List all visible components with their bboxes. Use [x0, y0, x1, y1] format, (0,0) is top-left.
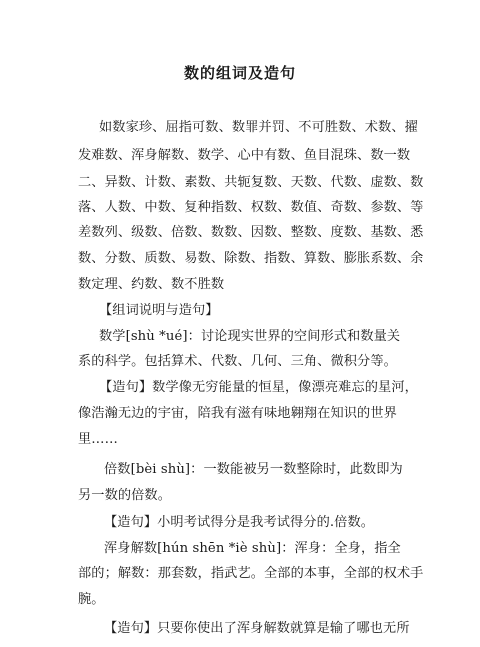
paragraph-line: 系的科学。包括算术、代数、几何、三角、微积分等。	[78, 354, 397, 369]
paragraph-line: 差数列、级数、倍数、数数、因数、整数、度数、基数、悉	[78, 225, 424, 240]
paragraph-line: 【造句】小明考试得分是我考试得分的.倍数。	[104, 515, 375, 530]
paragraph-line: 部的；解数：那套数，指武艺。全部的本事，全部的权术手	[78, 566, 424, 581]
document-title: 数的组词及造句	[183, 64, 296, 82]
paragraph-line: 另一数的倍数。	[78, 488, 172, 503]
paragraph-line: 如数家珍、屈指可数、数罪并罚、不可胜数、术数、擢	[99, 120, 418, 135]
paragraph-line: 里……	[78, 432, 118, 447]
paragraph-line: 【造句】数学像无穷能量的恒星，像漂亮难忘的星河，	[99, 380, 418, 395]
paragraph-line: 数学[shù *ué]：讨论现实世界的空间形式和数量关	[99, 329, 401, 344]
paragraph-line: 像浩瀚无边的宇宙，陪我有滋有味地翱翔在知识的世界	[78, 406, 397, 421]
paragraph-line: 浑身解数[hún shēn *iè shù]：浑身：全身，指全	[104, 541, 401, 556]
paragraph-line: 数、分数、质数、易数、除数、指数、算数、膨胀系数、余	[78, 251, 424, 266]
paragraph-line: 落、人数、中数、复种指数、权数、数值、奇数、参数、等	[78, 200, 424, 215]
section-heading: 【组词说明与造句】	[99, 303, 219, 318]
paragraph-line: 倍数[bèi shù]：一数能被另一数整除时，此数即为	[104, 462, 403, 477]
paragraph-line: 【造句】只要你使出了浑身解数就算是输了哪也无所	[104, 621, 410, 636]
paragraph-line: 腕。	[78, 592, 105, 607]
paragraph-line: 数定理、约数、数不胜数	[78, 277, 225, 292]
paragraph-line: 二、异数、计数、素数、共轭复数、天数、代数、虚数、数	[78, 175, 424, 190]
paragraph-line: 发难数、浑身解数、数学、心中有数、鱼目混珠、数一数	[78, 148, 411, 163]
